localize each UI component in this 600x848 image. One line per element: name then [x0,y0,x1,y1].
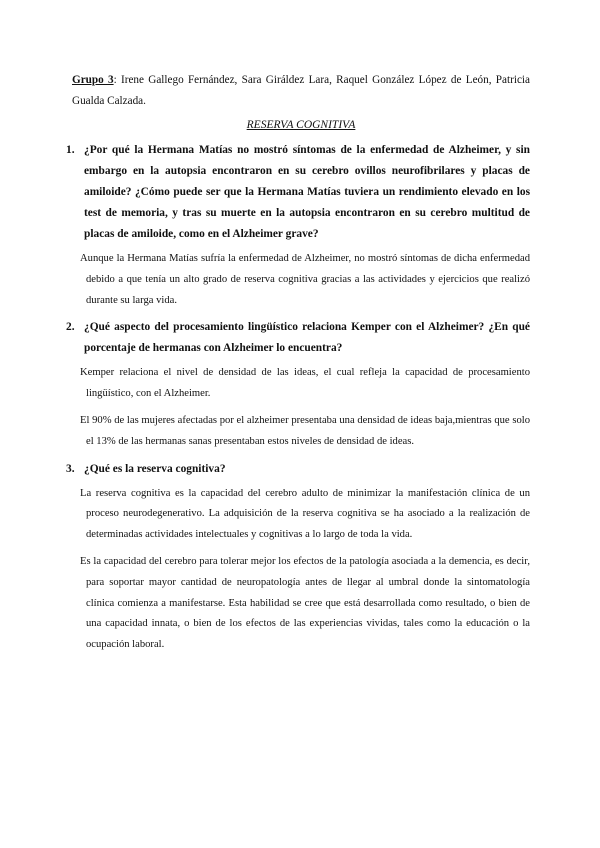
question-2 [66,317,530,359]
question-number: 2. [66,321,75,334]
answer-paragraph: Aunque la Hermana Matías sufría la enfermedad de Alzheimer, no mostró síntomas de dicha enfermedad debido a que tenía un alto grado de reserva cognitiva gracias a las actividades y ejercicios que realizó durante su larga vida. [80,253,530,306]
authors-names: : Irene Gallego Fernández, Sara Giráldez Lara, Raquel González López de León, Patricia Gualda Calzada. [72,74,530,107]
question-number: 3. [66,462,75,475]
question-section-1 [66,140,530,311]
page-title: RESERVA COGNITIVA [246,119,356,131]
answer-paragraph: Es la capacidad del cerebro para tolerar mejor los efectos de la patología asociada a la demencia, es decir, para soportar mayor cantidad de neuropatología antes de llegar al umbral donde la sintomatología clínica comienza a manifestarse. Esta habilidad se cree que está desarrollada como resultado, o bien de una capacidad innata, o bien de los efectos de las experiencias vividas, tales como la educación o la ocupación laboral. [80,555,530,651]
question-text: ¿Por qué la Hermana Matías no mostró síntomas de la enfermedad de Alzheimer, y sin embargo en la autopsia encontraron en su cerebro ovillos neurofibrilares y placas de amiloide? ¿Cómo puede ser que la Hermana Matías tuviera un rendimiento elevado en los test de memoria, y tras su muerte en la autopsia encontraron en su cerebro multitud de placas de amiloide, como en el Alzheimer grave? [84,144,530,240]
question-1 [66,140,530,245]
answer-paragraph: El 90% de las mujeres afectadas por el alzheimer presentaba una densidad de ideas baja,mientras que solo el 13% de las hermanas sanas presentaban estos niveles de densidad de ideas. [80,414,530,447]
answer-paragraph: La reserva cognitiva es la capacidad del cerebro adulto de minimizar la manifestación clínica de un proceso neurodegenerativo. La adquisición de la reserva cognitiva se ha asociado a la realización de determinadas actividades intelectuales y cognitivas a lo largo de toda la vida. [80,487,530,541]
question-text: ¿Qué aspecto del procesamiento lingüístico relaciona Kemper con el Alzheimer? ¿En qué porcentaje de hermanas con Alzheimer lo encuentra? [84,321,530,355]
group-label: Grupo 3 [72,74,114,86]
question-text: ¿Qué es la reserva cognitiva? [84,462,226,475]
document-body [66,70,530,662]
authors-line [72,70,530,112]
answer-paragraph: Kemper relaciona el nivel de densidad de las ideas, el cual refleja la capacidad de procesamiento lingüístico, con el Alzheimer. [80,367,530,400]
question-number: 1. [66,144,75,156]
question-section-3 [66,459,530,656]
question-section-2 [66,317,530,452]
question-3 [66,459,530,480]
